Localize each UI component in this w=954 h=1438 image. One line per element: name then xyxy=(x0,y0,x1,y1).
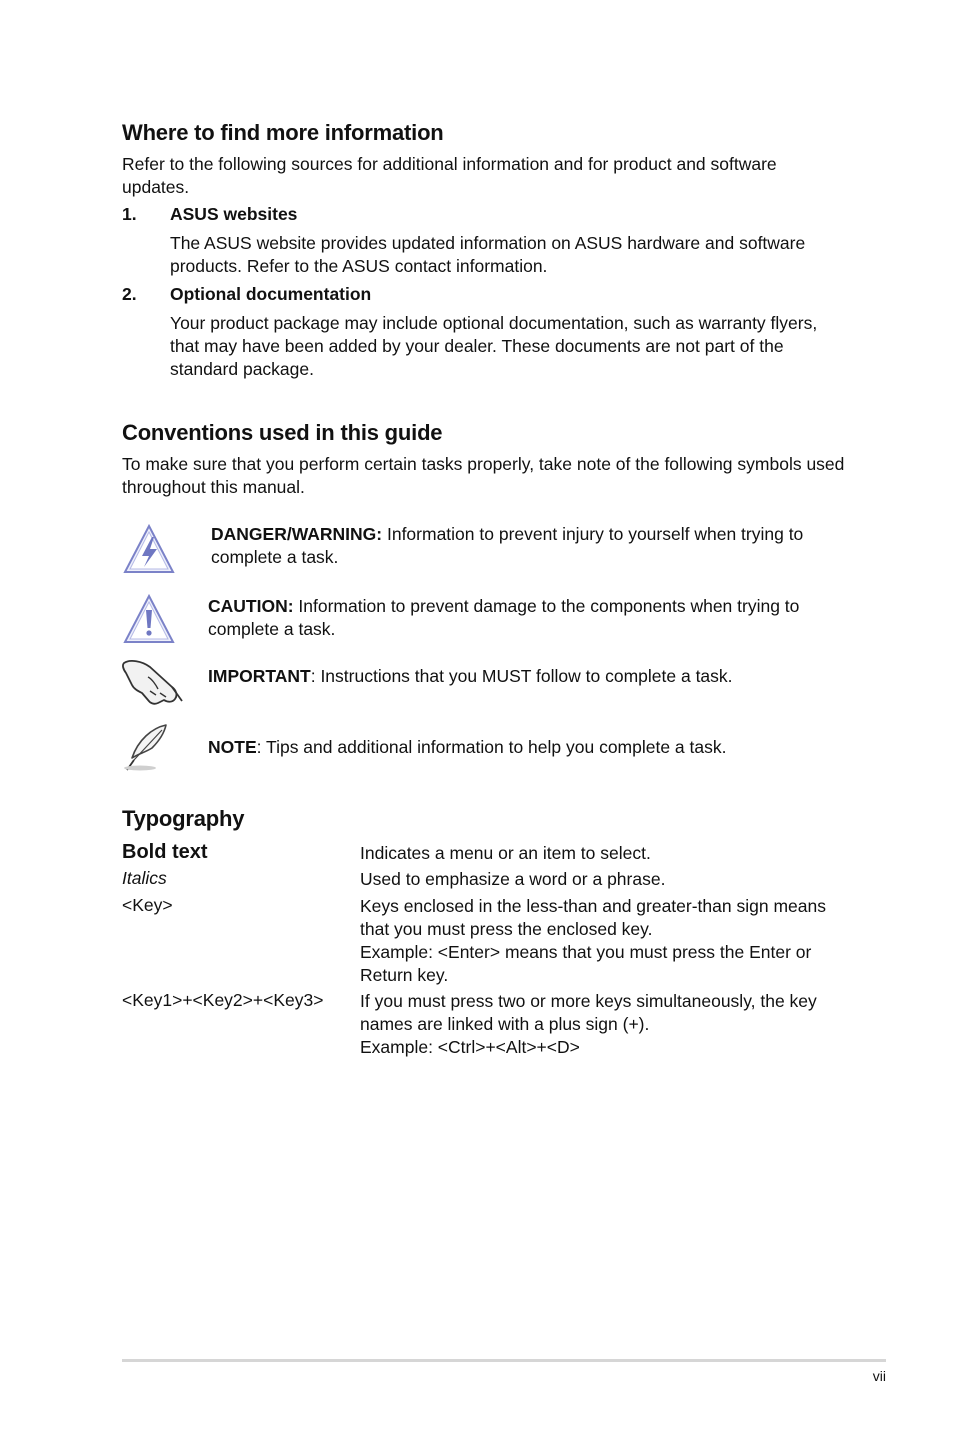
convention-note xyxy=(208,736,848,759)
typo-term-key: <Key> xyxy=(122,895,173,915)
typo-desc-key-line1: Keys enclosed in the less-than and greater-than sign means that you must press the enclosed key. xyxy=(360,896,826,939)
pointing-hand-icon xyxy=(120,655,184,712)
convention-danger-warning xyxy=(211,523,851,569)
quill-pen-icon xyxy=(122,722,174,779)
list-body-optional-doc: Your product package may include optional documentation, such as warranty flyers, that may have been added by your dealer. These documents are not part of the standard package. xyxy=(170,313,818,379)
typo-term-key-combo: <Key1>+<Key2>+<Key3> xyxy=(122,990,324,1010)
convention-label: DANGER/WARNING: xyxy=(211,524,383,544)
list-number-2: 2. xyxy=(122,284,137,304)
section-title-typography: Typography xyxy=(122,806,245,831)
typo-desc-key-combo-line1: If you must press two or more keys simultaneously, the key names are linked with a plus sign (+). xyxy=(360,991,817,1034)
typo-desc-key-example: Example: <Enter> means that you must press the Enter or Return key. xyxy=(360,942,812,985)
convention-text: : Tips and additional information to help you complete a task. xyxy=(256,737,727,757)
section-title-where: Where to find more information xyxy=(122,120,444,145)
typo-term-italics: Italics xyxy=(122,868,167,888)
convention-important xyxy=(208,665,848,688)
list-body-asus-websites: The ASUS website provides updated information on ASUS hardware and software products. Refer to the ASUS contact information. xyxy=(170,233,806,276)
list-number-1: 1. xyxy=(122,204,137,224)
convention-text: Information to prevent injury to yourself when trying to complete a task. xyxy=(211,524,804,567)
convention-label: NOTE xyxy=(208,737,257,757)
typo-desc-key-combo xyxy=(360,990,840,1059)
section-title-conventions: Conventions used in this guide xyxy=(122,420,443,445)
list-title-optional-doc: Optional documentation xyxy=(170,284,372,304)
convention-label: CAUTION: xyxy=(208,596,294,616)
convention-text: Information to prevent damage to the components when trying to complete a task. xyxy=(208,596,800,639)
lightning-warning-icon xyxy=(122,523,176,580)
typo-desc-key xyxy=(360,895,840,987)
exclamation-caution-icon xyxy=(122,593,176,650)
typo-desc-italics: Used to emphasize a word or a phrase. xyxy=(360,869,666,889)
typo-term-bold: Bold text xyxy=(122,841,208,863)
convention-caution xyxy=(208,595,848,641)
footer-divider xyxy=(122,1359,886,1362)
page-number: vii xyxy=(872,1368,886,1384)
convention-text: : Instructions that you MUST follow to complete a task. xyxy=(310,666,733,686)
list-title-asus-websites: ASUS websites xyxy=(170,204,298,224)
convention-label: IMPORTANT xyxy=(208,666,311,686)
typo-desc-bold: Indicates a menu or an item to select. xyxy=(360,843,651,863)
typo-desc-key-combo-example: Example: <Ctrl>+<Alt>+<D> xyxy=(360,1037,580,1057)
conventions-intro: To make sure that you perform certain tasks properly, take note of the following symbols used throughout this manual. xyxy=(122,454,845,497)
where-intro: Refer to the following sources for additional information and for product and software updates. xyxy=(122,154,777,197)
